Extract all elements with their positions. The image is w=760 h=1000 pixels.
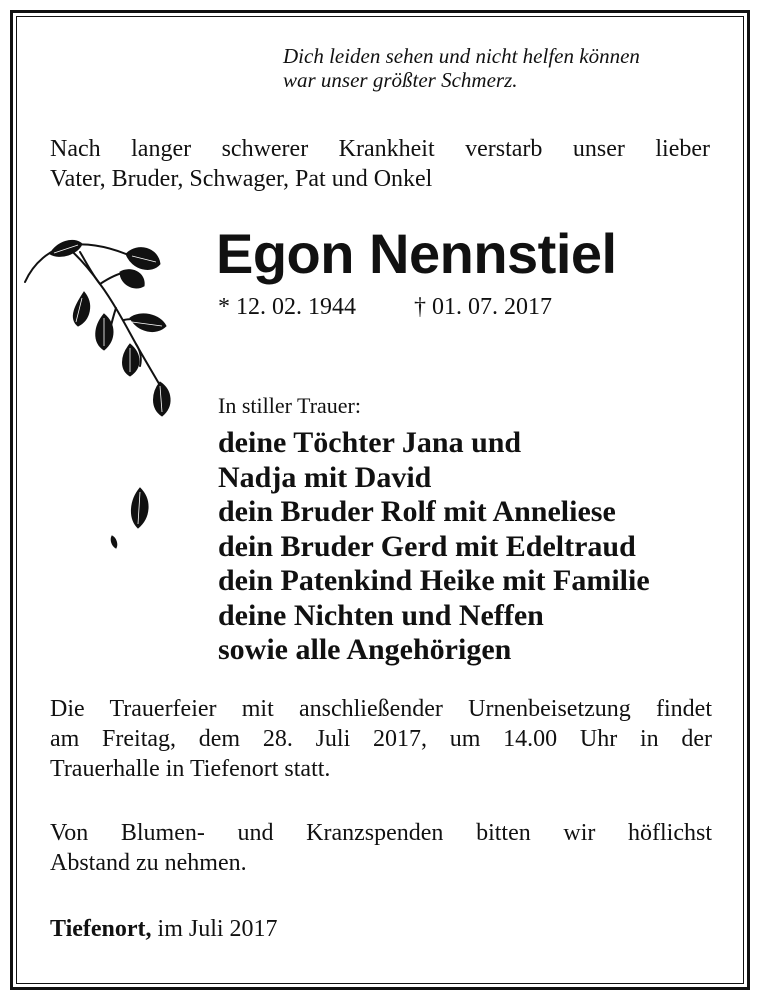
signature-place: Tiefenort, [50,916,152,942]
mourner-line: deine Nichten und Neffen [218,598,544,632]
intro-text [50,134,710,194]
mourner-line: Nadja mit David [218,460,432,494]
motto-quote [283,44,713,92]
flowers-notice [50,818,712,878]
mourner-line: deine Töchter Jana und [218,426,522,459]
signature [50,914,278,944]
life-dates [218,292,552,322]
signature-date: im Juli 2017 [157,916,278,942]
mourner-line: dein Bruder Rolf mit Anneliese [218,495,616,528]
birch-branch-icon [20,222,190,562]
motto-line-2: war unser größter Schmerz. [283,68,518,92]
mourner-line: dein Patenkind Heike mit Familie [218,564,650,597]
flowers-line-2: Abstand zu nehmen. [50,850,247,876]
funeral-line-2: am Freitag, dem 28. Juli 2017, um 14.00 Uhr in der [50,726,712,752]
mourner-line: dein Bruder Gerd mit Edeltraud [218,529,636,563]
intro-line-1: Nach langer schwerer Krankheit verstarb unser lieber [50,136,710,162]
deceased-name: Egon Nennstiel [216,222,617,285]
death-date: † 01. 07. 2017 [414,294,552,320]
funeral-line-3: Trauerhalle in Tiefenort statt. [50,756,331,782]
mourning-label: In stiller Trauer: [218,393,361,418]
motto-line-1: Dich leiden sehen und nicht helfen können [283,44,640,68]
flowers-line-1: Von Blumen- und Kranzspenden bitten wir höflichst [50,820,712,846]
mourner-line: sowie alle Angehörigen [218,633,512,666]
mourners-list [218,426,650,668]
birth-date: * 12. 02. 1944 [218,294,356,320]
funeral-notice [50,694,712,784]
funeral-line-1: Die Trauerfeier mit anschließender Urnenbeisetzung findet [50,696,712,722]
intro-line-2: Vater, Bruder, Schwager, Pat und Onkel [50,166,433,192]
